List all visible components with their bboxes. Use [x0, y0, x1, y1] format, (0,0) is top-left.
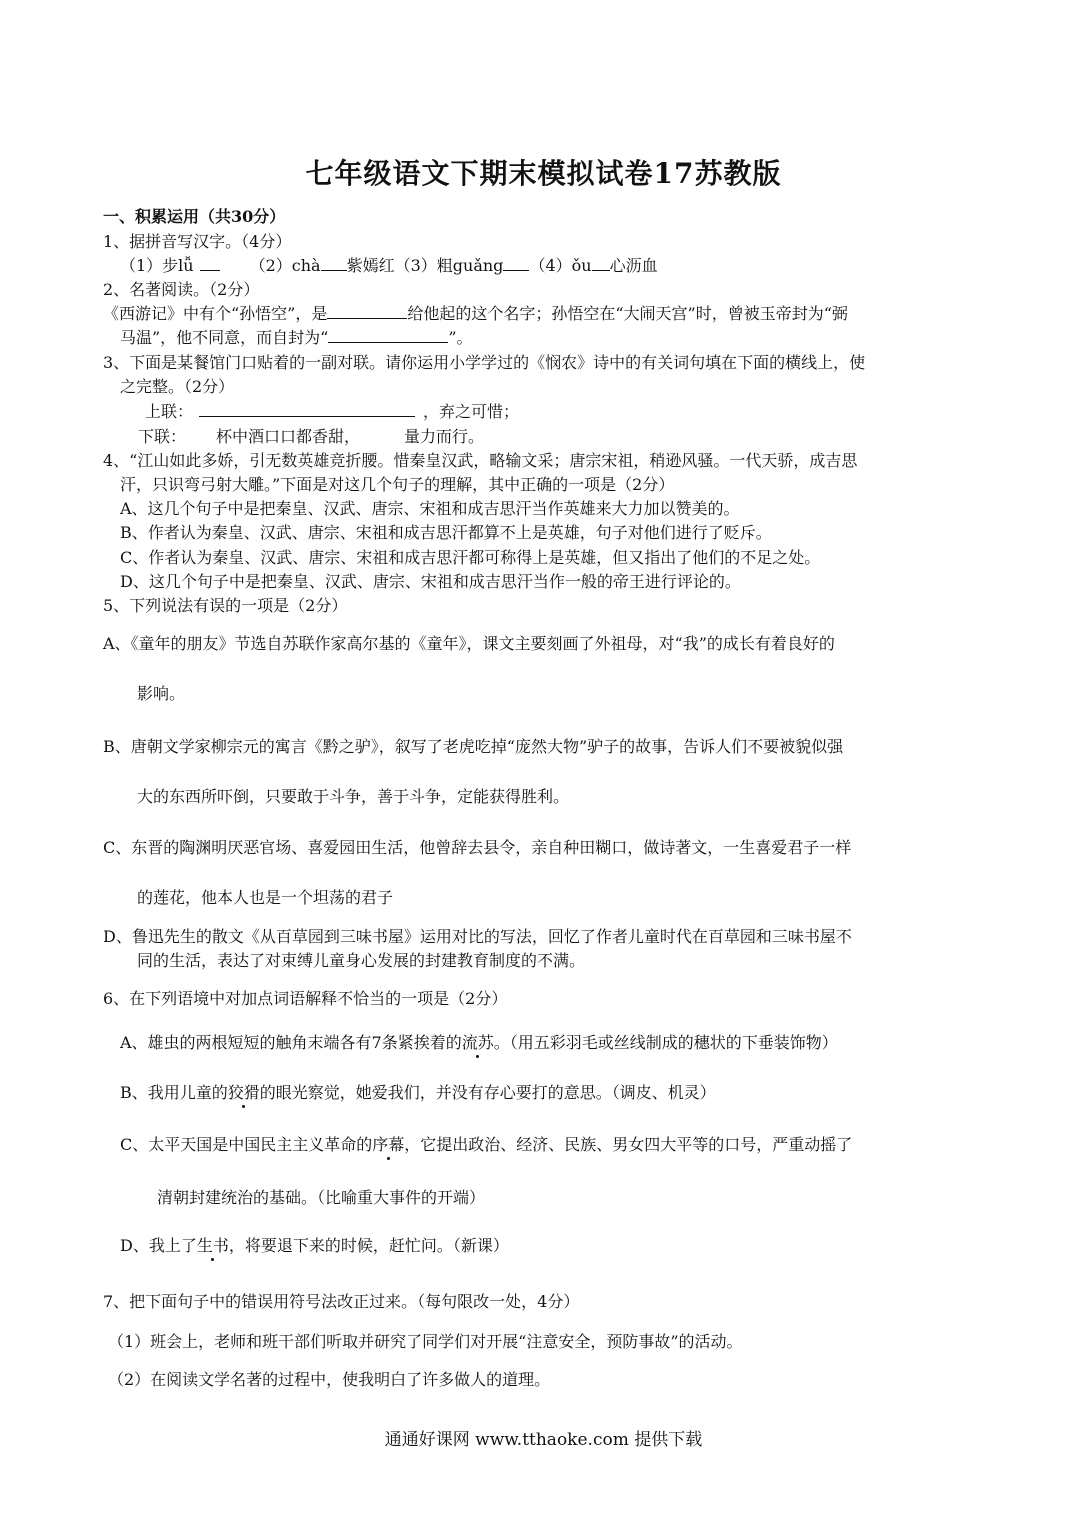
q6-option-d: [120, 1236, 509, 1256]
q6-c-dotted-word: 序幕: [372, 1135, 405, 1154]
q4-option-b: B、作者认为秦皇、汉武、唐宗、宋祖和成吉思汗都算不上是英雄，句子对他们进行了贬斥。: [120, 523, 772, 542]
q4-option-d: D、这几个句子中是把秦皇、汉武、唐宗、宋祖和成吉思汗当作一般的帝王进行评论的。: [120, 572, 741, 591]
q3-down-mid: 杯中酒口口都香甜，: [216, 427, 361, 446]
q1-p4: （4）ǒu: [529, 256, 592, 275]
q3-down-label: 下联：: [138, 427, 187, 446]
q3-up-label: 上联：: [145, 402, 194, 421]
q7-sentence-1: （1）班会上，老师和班干部们听取并研究了同学们对开展“注意安全，预防事故”的活动。: [108, 1332, 743, 1351]
q6-option-c-2: 清朝封建统治的基础。（比喻重大事件的开端）: [157, 1188, 486, 1207]
page-footer: 通通好课网 www.tthaoke.com 提供下载: [384, 1430, 703, 1450]
q4-line-1: 4、“江山如此多娇，引无数英雄竞折腰。惜秦皇汉武，略输文采；唐宗宋祖，稍逊风骚。一代天骄，成吉思: [103, 451, 858, 470]
q6-b-dotted-word: 狡猾: [227, 1083, 260, 1102]
q1-p2: （2）chà: [249, 256, 321, 275]
page-title: 七年级语文下期末模拟试卷17苏教版: [305, 157, 782, 190]
q1-blank-3[interactable]: [503, 256, 529, 271]
q2-stem: 2、名著阅读。（2分）: [103, 280, 260, 299]
q7-stem: 7、把下面句子中的错误用符号法改正过来。（每句限改一处，4分）: [103, 1292, 580, 1311]
q1-p4b: 心沥血: [609, 256, 658, 275]
q4-line-2: 汗，只识弯弓射大雕。”下面是对这几个句子的理解，其中正确的一项是（2分）: [120, 475, 675, 494]
q5-option-a-1: A、《童年的朋友》节选自苏联作家高尔基的《童年》，课文主要刻画了外祖母，对“我”的成长有着良好的: [103, 634, 835, 653]
q4-option-a: A、这几个句子中是把秦皇、汉武、唐宗、宋祖和成吉思汗当作英雄来大力加以赞美的。: [120, 499, 740, 518]
q5-option-d-1: D、鲁迅先生的散文《从百草园到三味书屋》运用对比的写法，回忆了作者儿童时代在百草园和三味书屋不: [103, 927, 852, 946]
q4-option-c: C、作者认为秦皇、汉武、唐宗、宋祖和成吉思汗都可称得上是英雄，但又指出了他们的不足之处。: [120, 548, 821, 567]
q1-stem: 1、据拼音写汉字。（4分）: [103, 232, 292, 251]
q6-a-pre: A、雄虫的两根短短的触角末端各有7条紧挨着的: [120, 1033, 462, 1052]
q6-option-b: [120, 1083, 716, 1103]
q6-option-c: [120, 1135, 852, 1155]
q2-line-1: [103, 304, 848, 324]
q2-blank-1[interactable]: [327, 304, 407, 319]
q1-blank-4[interactable]: [592, 256, 610, 271]
q2-text-b: 给他起的这个名字；孙悟空在“大闹天宫”时，曾被玉帝封为“弼: [407, 304, 848, 323]
q3-blank-upper[interactable]: [199, 402, 415, 417]
q6-a-dotted-word: 流苏: [461, 1033, 494, 1052]
section-heading: 一、积累运用（共30分）: [103, 207, 286, 226]
q2-blank-2[interactable]: [328, 328, 448, 343]
q5-stem: 5、下列说法有误的一项是（2分）: [103, 596, 348, 615]
q2-line-2: [120, 328, 473, 348]
q5-option-d-2: 同的生活，表达了对束缚儿童身心发展的封建教育制度的不满。: [137, 951, 586, 970]
q1-blank-2[interactable]: [321, 256, 347, 271]
q6-b-pre: B、我用儿童的: [120, 1083, 228, 1102]
q3-line-2: 之完整。（2分）: [120, 377, 235, 396]
q6-c-pre: C、太平天国是中国民主主义革命的: [120, 1135, 373, 1154]
q3-up-end: ，弃之可惜；: [423, 402, 520, 421]
q5-option-c-1: C、东晋的陶渊明厌恶官场、喜爱园田生活，他曾辞去县令，亲自种田糊口，做诗著文，一生喜爱君子一样: [103, 838, 852, 857]
q1-blank-1[interactable]: [200, 256, 220, 271]
q6-d-dotted-word: 生书: [196, 1236, 229, 1255]
q6-d-pre: D、我上了: [120, 1236, 197, 1255]
q2-text-d: ”。: [448, 328, 473, 347]
q6-d-post: ，将要退下来的时候，赶忙问。（新课）: [228, 1236, 509, 1255]
q6-stem: 6、在下列语境中对加点词语解释不恰当的一项是（2分）: [103, 989, 508, 1008]
q1-p1: （1）步lǚ: [120, 256, 194, 275]
q5-option-b-1: B、唐朝文学家柳宗元的寓言《黔之驴》，叙写了老虎吃掉“庞然大物”驴子的故事，告诉人们不要被貌似强: [103, 737, 844, 756]
q3-down-end: 量力而行。: [404, 427, 485, 446]
q7-sentence-2: （2）在阅读文学名著的过程中，使我明白了许多做人的道理。: [108, 1370, 551, 1389]
q5-option-c-2: 的莲花，他本人也是一个坦荡的君子: [137, 888, 394, 907]
q2-text-a: 《西游记》中有个“孙悟空”，是: [103, 304, 328, 323]
q6-a-post: 。（用五彩羽毛或丝线制成的穗状的下垂装饰物）: [493, 1033, 838, 1052]
q1-p2b: 紫嫣红（3）粗guǎng: [346, 256, 504, 275]
q6-b-post: 的眼光察觉，她爱我们，并没有存心要打的意思。（调皮、机灵）: [259, 1083, 716, 1102]
q1-items: [120, 256, 658, 276]
q5-option-a-2: 影响。: [137, 684, 186, 703]
q5-option-b-2: 大的东西所吓倒，只要敢于斗争，善于斗争，定能获得胜利。: [137, 787, 570, 806]
q6-option-a: [120, 1033, 838, 1053]
q3-lower-couplet: [138, 427, 484, 447]
q3-line-1: 3、下面是某餐馆门口贴着的一副对联。请你运用小学学过的《悯农》诗中的有关词句填在下面的横线上，使: [103, 353, 866, 372]
q2-text-c: 马温”，他不同意，而自封为“: [120, 328, 329, 347]
q6-c-post: ，它提出政治、经济、民族、男女四大平等的口号，严重动摇了: [404, 1135, 853, 1154]
q3-upper-couplet: [145, 402, 519, 422]
